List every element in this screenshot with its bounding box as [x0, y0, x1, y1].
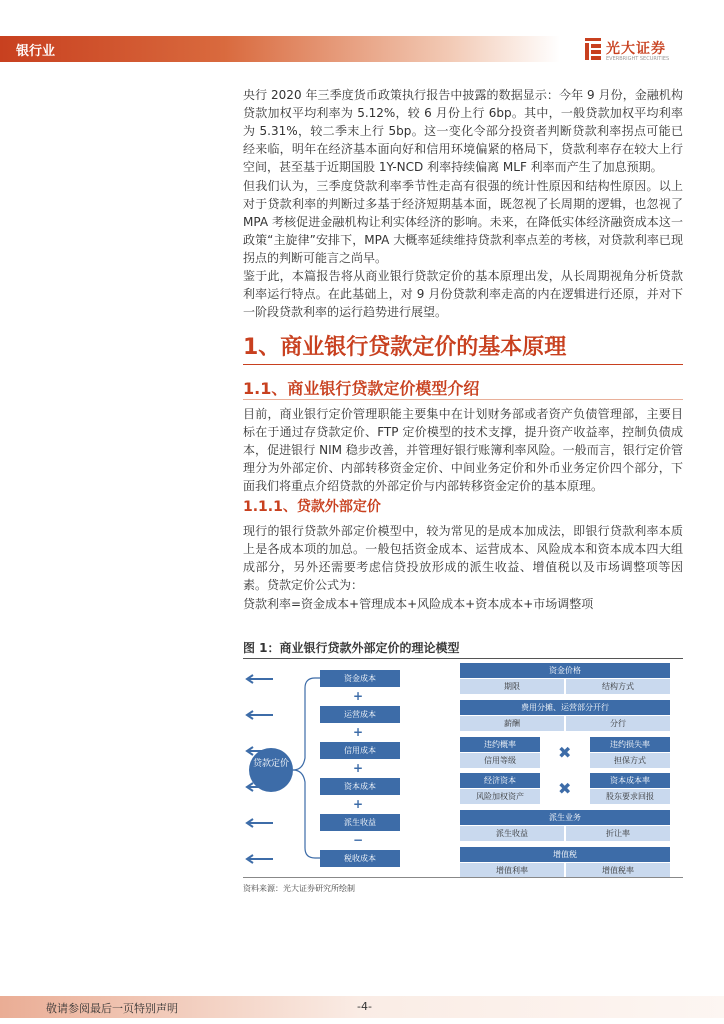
arrow-left-icon [243, 710, 273, 720]
section-heading-1: 1、商业银行贷款定价的基本原理 [243, 335, 567, 360]
figure-source: 资料来源：光大证券研究所绘制 [243, 884, 355, 893]
arrow-left-icon [243, 854, 273, 864]
block-funding-term: 期限 [460, 679, 564, 694]
sub-subsection-heading: 1.1.1、贷款外部定价 [243, 499, 381, 515]
block-shareholder-return: 股东要求回报 [590, 789, 670, 804]
block-economic-capital-header: 经济资本 [460, 773, 540, 788]
block-vat-header: 增值税 [460, 847, 670, 862]
operator-plus: + [353, 761, 364, 775]
block-operating-header: 费用分摊、运营部分开行 [460, 700, 670, 715]
component-credit-cost: 信用成本 [320, 742, 400, 759]
block-collateral-type: 担保方式 [590, 753, 670, 768]
subsection-heading: 1.1、商业银行贷款定价模型介绍 [243, 379, 480, 398]
component-capital-cost: 资本成本 [320, 778, 400, 795]
logo-subtitle: EVERBRIGHT SECURITIES [606, 56, 670, 62]
loan-pricing-node: 贷款定价 [249, 748, 293, 792]
pricing-formula: 贷款利率=资金成本+管理成本+风险成本+资本成本+市场调整项 [243, 597, 594, 611]
block-default-probability-header: 违约概率 [460, 737, 540, 752]
page-number: -4- [357, 1000, 372, 1013]
block-risk-weighted-assets: 风险加权资产 [460, 789, 540, 804]
logo-name: 光大证券 [606, 41, 666, 57]
block-operating-branch: 分行 [566, 716, 670, 731]
multiply-icon: ✖ [558, 743, 572, 762]
operator-minus: + [353, 797, 364, 811]
block-funding-price-header: 资金价格 [460, 663, 670, 678]
block-discount-rate: 折让率 [566, 826, 670, 841]
component-tax-cost: 税收成本 [320, 850, 400, 867]
body-paragraph-pricing: 目前，商业银行定价管理职能主要集中在计划财务部或者资产负债管理部，主要目标在于通过存贷款定价、FTP 定价模型的技术支撑，提升资产收益率，控制负债成本，促进银行 NIM 稳步改善，并管理好银行账簿利率风险。一般而言，银行定价管理分为外部定价、内部转移资金定价、中间业务定价和外币业务定价四个部分，下面我们将重点介绍贷款的外部定价与内部转移资金定价的基本原理。 [243, 407, 683, 493]
intro-paragraph-1: 央行 2020 年三季度货币政策执行报告中披露的数据显示：今年 9 月份，金融机构贷款加权平均利率为 5.12%，较 6 月份上行 6bp。其中，一般贷款加权平均利率为 5.31%，较二季末上行 5bp。这一变化令部分投资者判断贷款利率拐点可能已经来临，明年在经济基本面向好和信用环境偏紧的格局下，贷款利率存在较大上行空间，甚至基于近期国股 1Y-NCD 利率持续偏离 MLF 利率而产生了加息预期。 [243, 88, 683, 174]
footer-disclaimer: 敬请参阅最后一页特别声明 [46, 1002, 178, 1015]
operator-plus: − [353, 833, 364, 847]
multiply-icon: ✖ [558, 779, 572, 798]
arrow-left-icon [243, 818, 273, 828]
intro-paragraph-2: 但我们认为，三季度贷款利率季节性走高有很强的统计性原因和结构性原因。以上对于贷款利率的判断过多基于经济短期基本面，既忽视了长周期的逻辑，也忽视了 MPA 考核促进金融机构让利实体经济的影响。未来，在降低实体经济融资成本这一政策“主旋律”安排下，MPA 大概率延续维持贷款利率点差的考核，对贷款利率已现拐点的判断可能言之尚早。 [243, 179, 683, 265]
subsection-heading-rule [243, 399, 683, 400]
arrow-left-icon [243, 674, 273, 684]
diagram-connectors [243, 663, 683, 873]
block-derived-business-header: 派生业务 [460, 810, 670, 825]
block-operating-salary: 薪酬 [460, 716, 564, 731]
arrow-left-icon [243, 746, 273, 756]
block-derived-income: 派生收益 [460, 826, 564, 841]
block-funding-structure: 结构方式 [566, 679, 670, 694]
body-paragraph-external-pricing: 现行的银行贷款外部定价模型中，较为常见的是成本加成法，即银行贷款利率本质上是各成本项的加总。一般包括资金成本、运营成本、风险成本和资本成本四大组成部分，另外还需要考虑信贷投放形成的派生收益、增值税以及市场调整项等因素。贷款定价公式为： [243, 524, 683, 592]
logo-mark-icon [585, 38, 601, 60]
figure-title: 图 1：商业银行贷款外部定价的理论模型 [243, 641, 460, 655]
operator-plus: + [353, 725, 364, 739]
brace-lower [293, 770, 320, 858]
component-funding-cost: 资金成本 [320, 670, 400, 687]
component-derived-income: 派生收益 [320, 814, 400, 831]
brace-upper [293, 678, 320, 770]
block-capital-cost-rate-header: 资本成本率 [590, 773, 670, 788]
component-operating-cost: 运营成本 [320, 706, 400, 723]
figure-top-rule [243, 658, 683, 659]
figure-bottom-rule [243, 877, 683, 878]
company-logo [585, 38, 685, 66]
block-credit-rating: 信用等级 [460, 753, 540, 768]
sector-label: 银行业 [16, 44, 56, 59]
operator-plus: + [353, 689, 364, 703]
arrow-left-icon [243, 782, 273, 792]
block-loss-given-default-header: 违约损失率 [590, 737, 670, 752]
pricing-model-diagram [243, 663, 683, 873]
block-value-added-rate: 增值利率 [460, 863, 564, 878]
header-band [0, 36, 560, 62]
section-heading-rule [243, 364, 683, 365]
block-vat-rate: 增值税率 [566, 863, 670, 878]
intro-paragraph-3: 鉴于此，本篇报告将从商业银行贷款定价的基本原理出发，从长周期视角分析贷款利率运行特点。在此基础上，对 9 月份贷款利率走高的内在逻辑进行还原，并对下一阶段贷款利率的运行趋势进行展望。 [243, 269, 683, 319]
